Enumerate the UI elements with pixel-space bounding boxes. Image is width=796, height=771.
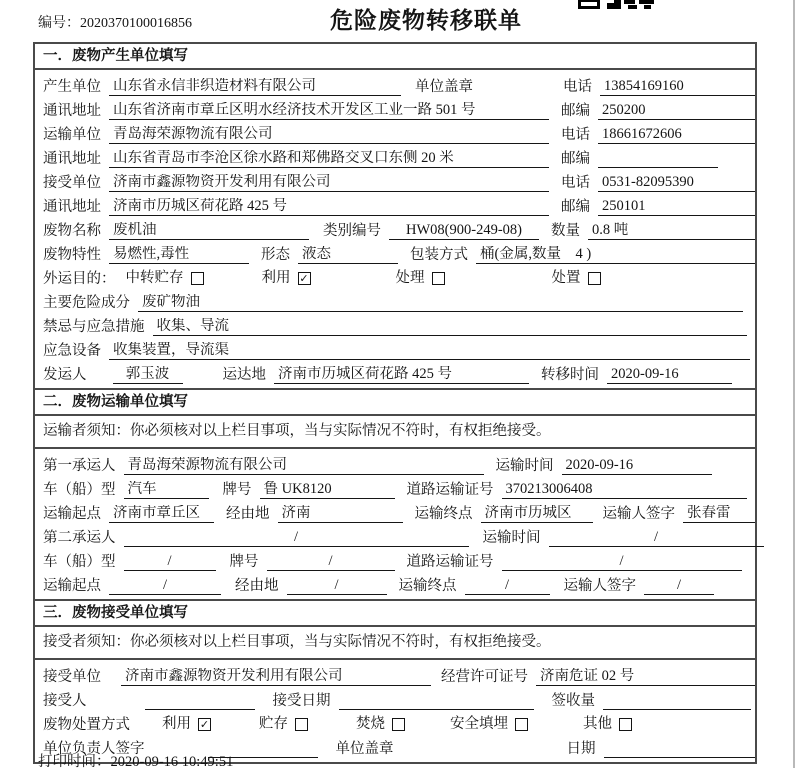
checkbox-unchecked-icon — [515, 718, 528, 731]
disposal-label: 废物处置方式 — [43, 717, 130, 733]
category-label: 类别编号 — [323, 223, 381, 239]
purpose-row — [35, 264, 755, 288]
purpose-option-label: 处理 — [395, 270, 425, 286]
plate1-value: 鲁 UK8120 — [260, 481, 395, 499]
phone-label: 电话 — [563, 79, 592, 95]
carrier2-row — [35, 523, 755, 547]
trans-time-label: 运输时间 — [495, 458, 554, 474]
shipper-row — [35, 360, 755, 384]
carrier1-label: 第一承运人 — [43, 458, 116, 474]
route1-row — [35, 499, 755, 523]
origin2-value: / — [109, 577, 221, 595]
receiving-unit-value: 济南市鑫源物资开发利用有限公司 — [121, 668, 431, 686]
checkbox-unchecked-icon — [295, 718, 308, 731]
recipient-label: 接受人 — [43, 693, 87, 709]
disposal-option-label: 贮存 — [259, 716, 288, 732]
disposal-option-label: 利用 — [162, 716, 191, 732]
serial-label: 编号： — [38, 16, 80, 31]
checkbox-unchecked-icon — [392, 718, 405, 731]
disposal-option-label: 焚烧 — [356, 716, 385, 732]
producer-address-row — [35, 96, 755, 120]
trans-time2-value: / — [549, 529, 764, 547]
character-label: 废物特性 — [43, 247, 101, 263]
trans-time-label: 运输时间 — [482, 530, 541, 546]
checkbox-checked-icon: ✓ — [199, 717, 210, 731]
receiver-label: 接受单位 — [43, 669, 101, 685]
hazard-value: 废矿物油 — [138, 294, 743, 312]
recv-date-value — [339, 693, 534, 710]
producer-value: 山东省永信非织造材料有限公司 — [109, 78, 401, 96]
plate2-value: / — [267, 553, 395, 571]
disposal-option-label: 安全填埋 — [450, 716, 508, 732]
section3-header: 三．废物接受单位填写 — [35, 599, 755, 627]
purpose-label: 外运目的： — [43, 271, 116, 287]
carrier2-value: / — [124, 529, 469, 547]
recipient-value — [145, 693, 255, 710]
address-label: 通讯地址 — [43, 103, 101, 119]
permit-label: 道路运输证号 — [406, 482, 494, 498]
address-label: 通讯地址 — [43, 199, 101, 215]
section1-rows — [35, 70, 755, 388]
via2-value: / — [287, 577, 387, 595]
disposal-option-storage — [259, 715, 308, 733]
license-value: 济南危证 02 号 — [536, 668, 755, 686]
viewer-page-edge — [793, 0, 795, 768]
zip-label: 邮编 — [561, 199, 590, 215]
sign1-value: 张春雷 — [683, 505, 755, 523]
waste-name-label: 废物名称 — [43, 223, 101, 239]
purpose-option-label: 中转贮存 — [125, 270, 184, 286]
zip-label: 邮编 — [561, 151, 590, 167]
via1-value: 济南 — [278, 505, 403, 523]
section2-rows — [35, 449, 755, 599]
checkbox-unchecked-icon — [191, 272, 204, 285]
purpose-option-treat — [396, 269, 445, 287]
vehicle1-row — [35, 475, 755, 499]
equipment-row — [35, 336, 755, 360]
stamp-label: 单位盖章 — [415, 79, 473, 95]
emergency-value: 收集、导流 — [153, 318, 748, 336]
waste-name-value: 废机油 — [109, 222, 309, 240]
phone-label: 电话 — [561, 127, 590, 143]
origin1-value: 济南市章丘区 — [109, 505, 214, 523]
disposal-option-incinerate — [356, 715, 405, 733]
producer-label: 产生单位 — [43, 79, 101, 95]
qty-value: 0.8 吨 — [588, 222, 755, 240]
hazard-row — [35, 288, 755, 312]
hazard-label: 主要危险成分 — [43, 295, 130, 311]
emergency-label: 禁忌与应急措施 — [43, 319, 145, 335]
transporter-address-value: 山东省青岛市李沧区徐水路和郑佛路交叉口东侧 20 米 — [109, 150, 549, 168]
receiver-address-value: 济南市历城区荷花路 425 号 — [109, 198, 549, 216]
transporter-address-row — [35, 144, 755, 168]
date-value — [604, 741, 756, 758]
form-label: 形态 — [261, 247, 290, 263]
zip-label: 邮编 — [561, 103, 590, 119]
transporter-zip-value — [598, 151, 718, 168]
amount-value — [603, 693, 751, 710]
receiving-unit-row — [35, 662, 755, 686]
receiver-address-row — [35, 192, 755, 216]
phone-label: 电话 — [561, 175, 590, 191]
sign-label: 运输人签字 — [563, 578, 636, 594]
license-label: 经营许可证号 — [441, 669, 528, 685]
permit1-value: 370213006408 — [502, 481, 747, 499]
qty-label: 数量 — [551, 223, 580, 239]
shipper-value: 郭玉波 — [113, 366, 183, 384]
terminus-label: 运输终点 — [414, 506, 473, 522]
packing-value: 桶(金属,数量 4 ) — [476, 246, 755, 264]
permit-label: 道路运输证号 — [406, 554, 494, 570]
form-value: 液态 — [298, 246, 398, 264]
manifest-table — [33, 42, 757, 764]
checkbox-unchecked-icon — [588, 272, 601, 285]
amount-label: 签收量 — [551, 693, 595, 709]
packing-label: 包装方式 — [410, 247, 468, 263]
serial-value: 2020370100016856 — [80, 16, 192, 31]
section1-header: 一．废物产生单位填写 — [35, 44, 755, 70]
terminus-label: 运输终点 — [398, 578, 457, 594]
carrier2-label: 第二承运人 — [43, 530, 116, 546]
transporter-notice: 运输者须知：你必须核对以上栏目事项，当与实际情况不符时，有权拒绝接受。 — [35, 416, 755, 449]
disposal-option-other — [583, 715, 632, 733]
plate-label: 牌号 — [222, 482, 252, 498]
recv-date-label: 接受日期 — [272, 693, 331, 709]
carrier1-value: 青岛海荣源物流有限公司 — [124, 457, 484, 475]
vehicle1-value: 汽车 — [124, 481, 209, 499]
print-time-label: 打印时间： — [38, 754, 111, 770]
qr-code-fragment — [578, 0, 654, 10]
transporter-label: 运输单位 — [43, 127, 101, 143]
waste-character-row — [35, 240, 755, 264]
recipient-row — [35, 686, 755, 710]
character-value: 易燃性,毒性 — [109, 246, 249, 264]
emergency-row — [35, 312, 755, 336]
receiver-value: 济南市鑫源物资开发利用有限公司 — [109, 174, 549, 192]
category-value: HW08(900-249-08) — [389, 222, 539, 240]
date-label: 日期 — [566, 741, 596, 757]
transporter-phone-value: 18661672606 — [598, 126, 755, 144]
serial-number — [38, 12, 192, 32]
purpose-option-dispose — [552, 269, 601, 287]
vehicle-label: 车（船）型 — [43, 482, 116, 498]
checkbox-unchecked-icon — [432, 272, 445, 285]
trans-time1-value: 2020-09-16 — [562, 457, 712, 475]
checkbox-unchecked-icon — [619, 718, 632, 731]
waste-name-row — [35, 216, 755, 240]
sign-label: 运输人签字 — [602, 506, 675, 522]
producer-zip-value: 250200 — [598, 102, 755, 120]
address-label: 通讯地址 — [43, 151, 101, 167]
stamp-label: 单位盖章 — [335, 741, 394, 757]
page-title: 危险废物转移联单 — [330, 7, 522, 33]
origin-label: 运输起点 — [43, 506, 101, 522]
receiver-zip-value: 250101 — [598, 198, 755, 216]
transporter-value: 青岛海荣源物流有限公司 — [109, 126, 549, 144]
document-header — [0, 0, 796, 42]
checkbox-checked-icon: ✓ — [299, 271, 309, 285]
permit2-value: / — [502, 553, 742, 571]
carrier1-row — [35, 451, 755, 475]
origin-label: 运输起点 — [43, 578, 101, 594]
section2-header: 二．废物运输单位填写 — [35, 388, 755, 416]
sign2-value: / — [644, 577, 714, 595]
section3-rows — [35, 660, 755, 762]
disposal-option-label: 其他 — [583, 716, 612, 732]
receiver-row — [35, 168, 755, 192]
terminus2-value: / — [465, 577, 550, 595]
producer-phone-value: 13854169160 — [600, 78, 755, 96]
producer-address-value: 山东省济南市章丘区明水经济技术开发区工业一路 501 号 — [109, 102, 549, 120]
print-time-value: 2020-09-16 10:49:51 — [110, 754, 234, 770]
disposal-option-use — [162, 715, 211, 733]
purpose-option-label: 处置 — [551, 270, 581, 286]
receiver-label: 接受单位 — [43, 175, 101, 191]
dest-value: 济南市历城区荷花路 425 号 — [274, 366, 529, 384]
purpose-option-label: 利用 — [261, 270, 291, 286]
terminus1-value: 济南市历城区 — [481, 505, 593, 523]
vehicle2-row — [35, 547, 755, 571]
disposal-option-landfill — [450, 715, 528, 733]
shipper-label: 发运人 — [43, 367, 87, 383]
transfer-time-label: 转移时间 — [541, 367, 599, 383]
producer-row — [35, 72, 755, 96]
dest-label: 运达地 — [222, 367, 266, 383]
equipment-value: 收集装置，导流渠 — [109, 342, 750, 360]
purpose-option-use — [262, 269, 311, 287]
purpose-option-storage — [126, 269, 204, 287]
via-label: 经由地 — [235, 578, 279, 594]
transporter-row — [35, 120, 755, 144]
vehicle2-value: / — [124, 553, 216, 571]
plate-label: 牌号 — [229, 554, 259, 570]
receiver-phone-value: 0531-82095390 — [598, 174, 755, 192]
equipment-label: 应急设备 — [43, 343, 101, 359]
route2-row — [35, 571, 755, 595]
receiver-notice: 接受者须知：你必须核对以上栏目事项，当与实际情况不符时，有权拒绝接受。 — [35, 627, 755, 660]
disposal-row — [35, 710, 755, 734]
chief-sign-label: 单位负责人签字 — [43, 741, 145, 757]
vehicle-label: 车（船）型 — [43, 554, 116, 570]
via-label: 经由地 — [226, 506, 270, 522]
transfer-time-value: 2020-09-16 — [607, 366, 732, 384]
